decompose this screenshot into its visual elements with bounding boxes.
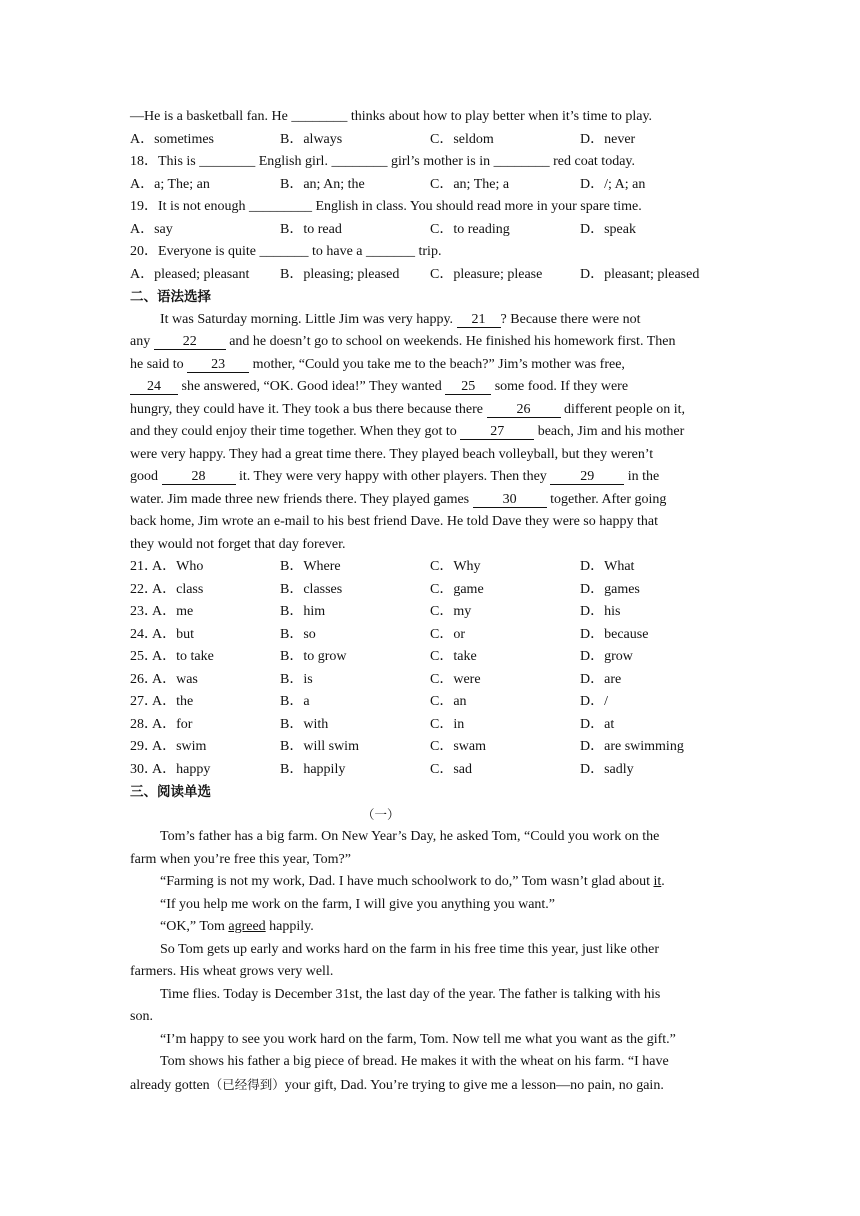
passage-line: farm when you’re free this year, Tom?” [130,851,351,867]
option-b: B．an; An; the [280,176,365,192]
cloze-line: hungry, they could have it. They took a bus there because there 26 different people on it, [130,401,686,417]
option-c: C．to reading [430,221,510,237]
option-a: A．for [152,716,193,732]
cloze-line: water. Jim made three new friends there. They played games 30 together. After going [130,491,667,507]
passage-line: Time flies. Today is December 31st, the last day of the year. The father is talking with his [160,986,661,1002]
option-d: D．/; A; an [580,176,646,192]
option-a: A．me [152,604,194,619]
option-c: C．in [430,716,465,732]
passage-line: Tom shows his father a big piece of bread. He makes it with the wheat on his farm. “I have [160,1054,669,1069]
option-c: C．swam [430,739,486,754]
q19-options [130,219,728,242]
blank-25: 25 [445,379,491,395]
option-c: C．an; The; a [430,176,510,192]
option-d: D．never [580,131,636,147]
blank-28: 28 [162,469,236,485]
option-b: B．pleasing; pleased [280,266,400,282]
cloze-question: 29． A．swim B．will swim C．swam D．are swimming [130,736,728,759]
passage-line: “Farming is not my work, Dad. I have much schoolwork to do,” Tom wasn’t glad about it. [160,874,665,889]
section-2-title: 二、语法选择 [130,289,211,305]
option-c: C．an [430,694,467,709]
blank-23: 23 [187,357,249,373]
option-b: B．to grow [280,649,347,664]
cloze-line: they would not forget that day forever. [130,536,346,552]
option-b: B．will swim [280,739,359,754]
cloze-line: he said to 23 mother, “Could you take me to the beach?” Jim’s mother was free, [130,356,625,372]
option-c: C．Why [430,559,481,574]
reading-passage [130,826,728,1096]
option-a: A．pleased; pleasant [130,266,250,282]
cloze-question: 22． A．class B．classes C．game D．games [130,579,728,602]
option-b: B．Where [280,559,341,574]
cloze-question-list [130,556,728,781]
blank-29: 29 [550,469,624,485]
option-d: D．grow [580,649,633,664]
cloze-line: were very happy. They had a great time there. They played beach volleyball, but they weren’t [130,446,654,462]
option-b: B．happily [280,761,346,777]
option-a: A．class [152,581,204,597]
q19-stem: 19．It is not enough _________ English in class. You should read more in your spare time. [130,199,642,214]
q18-stem: 18．This is ________ English girl. ________ girl’s mother is in ________ red coat today. [130,154,635,169]
q20-options [130,264,728,287]
cloze-question: 25． A．to take B．to grow C．take D．grow [130,646,728,669]
q18-options [130,174,728,197]
option-c: C．seldom [430,131,494,147]
underlined-agreed: agreed [228,919,266,934]
blank-30: 30 [473,492,547,508]
option-d: D．What [580,559,635,574]
passage-line: farmers. His wheat grows very well. [130,964,334,979]
cloze-question: 30． A．happy B．happily C．sad D．sadly [130,759,728,782]
underlined-it: it [653,874,662,889]
option-a: A．was [152,671,198,687]
option-a: A．the [152,694,194,709]
passage-line: Tom’s father has a big farm. On New Year’s Day, he asked Tom, “Could you work on the [160,829,660,844]
option-a: A．swim [152,739,207,754]
cloze-line: any 22 and he doesn’t go to school on weekends. He finished his homework first. Then [130,334,676,349]
option-d: D．are swimming [580,739,684,754]
q20-stem: 20．Everyone is quite _______ to have a _______ trip. [130,244,442,259]
option-d: D．his [580,604,621,619]
q17-stem: —He is a basketball fan. He ________ thinks about how to play better when it’s time to play. [130,109,653,124]
cloze-question: 27． A．the B．a C．an D．/ [130,691,728,714]
blank-24: 24 [130,379,178,395]
option-b: B．is [280,671,313,687]
cloze-question: 26． A．was B．is C．were D．are [130,669,728,692]
blank-21: 21 [457,312,501,328]
option-d: D．pleasant; pleased [580,266,700,282]
passage-line: already gotten（已经得到）your gift, Dad. You’re trying to give me a lesson—no pain, no gain. [130,1076,664,1093]
option-c: C．game [430,581,484,597]
cloze-line: and they could enjoy their time together. When they got to 27 beach, Jim and his mother [130,424,685,439]
option-d: D．sadly [580,761,634,777]
option-a: A．Who [152,559,204,574]
section-3-title: 三、阅读单选 [130,784,211,800]
option-b: B．always [280,131,343,147]
option-c: C．pleasure; please [430,266,543,282]
passage-line: “OK,” Tom agreed happily. [160,919,314,934]
option-b: B．so [280,626,316,642]
blank-22: 22 [154,334,226,350]
option-a: A．but [152,626,194,642]
option-a: A．to take [152,649,214,664]
option-a: A．sometimes [130,131,214,147]
passage-line: “If you help me work on the farm, I will give you anything you want.” [160,896,556,912]
cloze-question: 23． A．me B．him C．my D．his [130,601,728,624]
cloze-question: 24． A．but B．so C．or D．because [130,624,728,647]
option-b: B．with [280,716,329,732]
blank-27: 27 [460,424,534,440]
option-d: D．games [580,581,640,597]
option-c: C．my [430,604,472,619]
option-c: C．were [430,671,481,687]
chinese-gloss: （已经得到） [209,1076,285,1092]
option-b: B．him [280,604,326,619]
option-d: D．at [580,716,615,732]
cloze-line: It was Saturday morning. Little Jim was very happy. 21 ? Because there were not [160,311,641,327]
passage-line: son. [130,1009,153,1024]
q17-options [130,129,728,152]
option-a: A．say [130,221,173,237]
option-c: C．take [430,649,477,664]
option-b: B．a [280,694,310,709]
option-b: B．classes [280,581,343,597]
option-d: D．speak [580,221,636,237]
passage-line: So Tom gets up early and works hard on the farm in his free time this year, just like other [160,941,659,957]
cloze-line: back home, Jim wrote an e-mail to his best friend Dave. He told Dave they were so happy that [130,514,658,529]
option-b: B．to read [280,221,342,237]
option-a: A．happy [152,761,211,777]
cloze-question: 21． A．Who B．Where C．Why D．What [130,556,728,579]
option-d: D．are [580,671,622,687]
cloze-passage [130,309,728,557]
option-c: C．or [430,626,465,642]
cloze-line: 24 she answered, “OK. Good idea!” They wanted 25 some food. If they were [130,376,728,399]
option-d: D．because [580,626,649,642]
passage-line: “I’m happy to see you work hard on the farm, Tom. Now tell me what you want as the gift.” [160,1031,676,1047]
option-c: C．sad [430,761,472,777]
cloze-line: good 28 it. They were very happy with other players. Then they 29 in the [130,469,660,484]
option-d: D．/ [580,694,608,709]
passage-label: （一） [362,806,400,822]
cloze-question: 28． A．for B．with C．in D．at [130,714,728,737]
option-a: A．a; The; an [130,176,210,192]
blank-26: 26 [487,402,561,418]
exam-page [130,106,728,1096]
